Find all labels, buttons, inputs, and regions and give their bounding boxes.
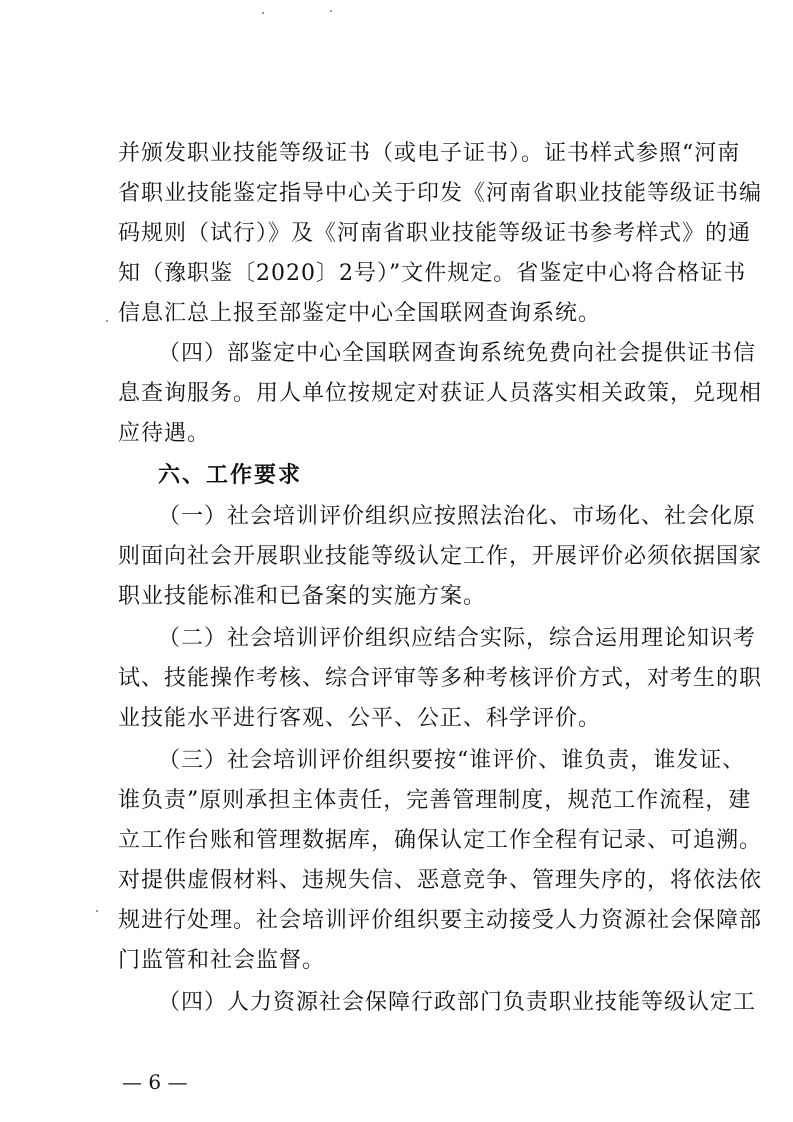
paragraph-first-line: （四）人力资源社会保障行政部门负责职业技能等级认定工 [158, 990, 757, 1015]
body-text-line: 知（豫职鉴〔2020〕2号）”文件规定。省鉴定中心将合格证书 [118, 261, 747, 286]
body-text-line: 息查询服务。用人单位按规定对获证人员落实相关政策，兑现相 [118, 381, 763, 406]
scan-speck [330, 10, 332, 12]
section-heading: 六、工作要求 [158, 462, 303, 488]
paragraph-first-line: （三）社会培训评价组织要按“谁评价、谁负责，谁发证、 [158, 748, 746, 773]
body-text-line: 谁负责”原则承担主体责任，完善管理制度，规范工作流程，建 [118, 788, 752, 813]
body-text-line: 立工作台账和管理数据库，确保认定工作全程有记录、可追溯。 [118, 828, 763, 853]
body-text-line: 则面向社会开展职业技能等级认定工作，开展评价必须依据国家 [118, 544, 763, 569]
body-text-line: 职业技能标准和已备案的实施方案。 [118, 584, 487, 609]
scan-speck [96, 910, 98, 912]
body-text-line: 信息汇总上报至部鉴定中心全国联网查询系统。 [118, 301, 602, 326]
body-text-line: 业技能水平进行客观、公平、公正、科学评价。 [118, 706, 602, 731]
body-text-line: 省职业技能鉴定指导中心关于印发《河南省职业技能等级证书编 [118, 181, 763, 206]
body-text-line: 对提供虚假材料、违规失信、恶意竞争、管理失序的，将依法依 [118, 868, 763, 893]
scan-speck [262, 12, 264, 14]
body-text-line: 规进行处理。社会培训评价组织要主动接受人力资源社会保障部 [118, 908, 763, 933]
body-text-line: 试、技能操作考核、综合评审等多种考核评价方式，对考生的职 [118, 666, 763, 691]
page-number: — 6 — [122, 1070, 188, 1094]
paragraph-first-line: （一）社会培训评价组织应按照法治化、市场化、社会化原 [158, 504, 757, 529]
body-text-line: 应待遇。 [118, 421, 211, 446]
body-text-line: 门监管和社会监督。 [118, 948, 326, 973]
paragraph-first-line: （四）部鉴定中心全国联网查询系统免费向社会提供证书信 [158, 341, 757, 366]
paragraph-first-line: （二）社会培训评价组织应结合实际，综合运用理论知识考 [158, 626, 757, 651]
scan-speck [106, 320, 108, 322]
body-text-line: 并颁发职业技能等级证书（或电子证书）。证书样式参照“河南 [118, 141, 741, 166]
body-text-line: 码规则（试行）》及《河南省职业技能等级证书参考样式》的通 [118, 221, 752, 246]
